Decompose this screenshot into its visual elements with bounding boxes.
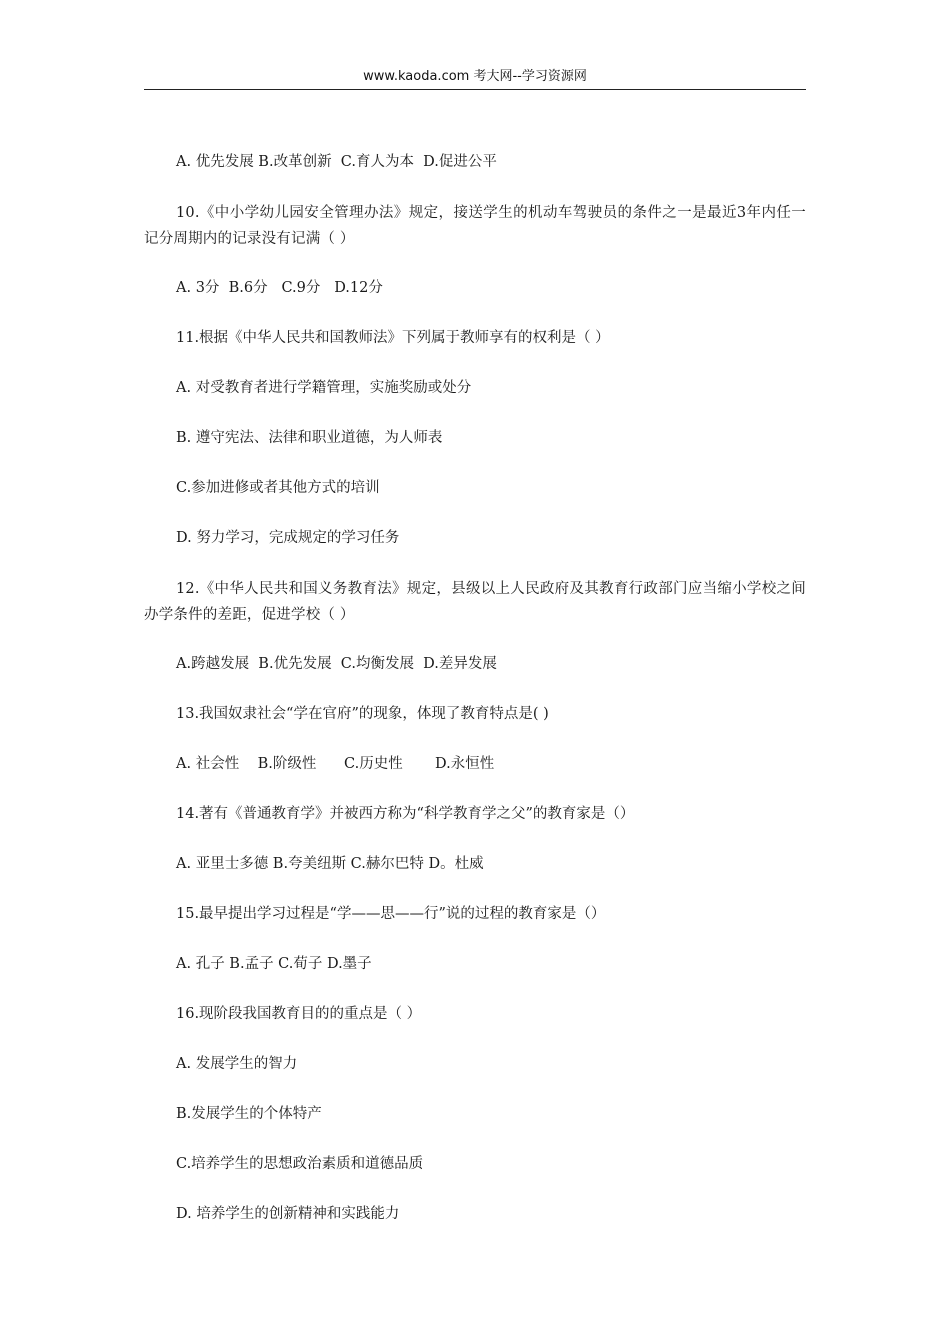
q11-option-b: B. 遵守宪法、法律和职业道德，为人师表 xyxy=(176,430,443,446)
page-header: www.kaoda.com 考大网--学习资源网 xyxy=(363,69,587,84)
q16-option-d: D. 培养学生的创新精神和实践能力 xyxy=(176,1206,400,1222)
document-body xyxy=(144,150,806,1252)
question-10: 10.《中小学幼儿园安全管理办法》规定，接送学生的机动车驾驶员的条件之一是最近3年内任一记分周期内的记录没有记满（ ） xyxy=(144,205,806,247)
question-14: 14.著有《普通教育学》并被西方称为“科学教育学之父”的教育家是（） xyxy=(176,806,635,822)
q9-options: A. 优先发展 B.改革创新 C.育人为本 D.促进公平 xyxy=(176,154,497,170)
header-divider xyxy=(144,89,806,90)
question-12: 12.《中华人民共和国义务教育法》规定，县级以上人民政府及其教育行政部门应当缩小学校之间办学条件的差距，促进学校（ ） xyxy=(144,581,806,623)
q16-option-a: A. 发展学生的智力 xyxy=(176,1056,298,1072)
question-13: 13.我国奴隶社会“学在官府”的现象，体现了教育特点是( ) xyxy=(176,706,549,722)
q13-options: A. 社会性 B.阶级性 C.历史性 D.永恒性 xyxy=(176,756,495,772)
q11-option-a: A. 对受教育者进行学籍管理，实施奖励或处分 xyxy=(176,380,472,396)
q16-option-c: C.培养学生的思想政治素质和道德品质 xyxy=(176,1156,424,1172)
q10-options: A. 3分 B.6分 C.9分 D.12分 xyxy=(176,280,383,296)
question-15: 15.最早提出学习过程是“学——思——行”说的过程的教育家是（） xyxy=(176,906,606,922)
q11-option-d: D. 努力学习，完成规定的学习任务 xyxy=(176,530,400,546)
question-16: 16.现阶段我国教育目的的重点是（ ） xyxy=(176,1006,422,1022)
q16-option-b: B.发展学生的个体特产 xyxy=(176,1106,322,1122)
q15-options: A. 孔子 B.孟子 C.荀子 D.墨子 xyxy=(176,956,372,972)
q14-options: A. 亚里士多德 B.夸美纽斯 C.赫尔巴特 D。杜威 xyxy=(176,856,484,872)
q12-options: A.跨越发展 B.优先发展 C.均衡发展 D.差异发展 xyxy=(176,656,497,672)
question-11: 11.根据《中华人民共和国教师法》下列属于教师享有的权利是（ ） xyxy=(176,330,610,346)
q11-option-c: C.参加进修或者其他方式的培训 xyxy=(176,480,380,496)
